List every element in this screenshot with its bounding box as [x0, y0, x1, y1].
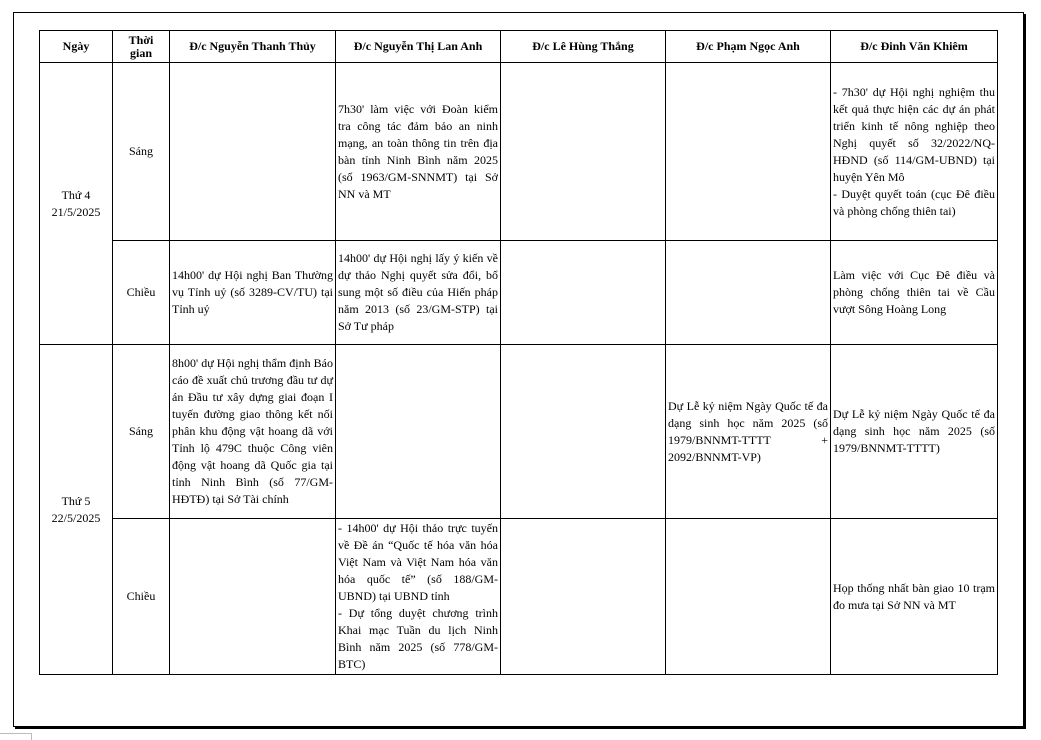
- session-label: Chiều: [113, 241, 170, 345]
- header-nguyen-thi-lan-anh: Đ/c Nguyễn Thị Lan Anh: [336, 31, 501, 63]
- cell-le-hung-thang: [501, 519, 666, 675]
- cell-nguyen-thi-lan-anh: 14h00' dự Hội nghị lấy ý kiến về dự thảo Nghị quyết sửa đổi, bổ sung một số điều của Hiến pháp năm 2013 (số 23/GM-STP) tại Sở Tư pháp: [336, 241, 501, 345]
- cell-nguyen-thanh-thuy: 14h00' dự Hội nghị Ban Thường vụ Tỉnh uỷ (số 3289-CV/TU) tại Tỉnh uỷ: [170, 241, 336, 345]
- schedule-entry: - 14h00' dự Hội thảo trực tuyến về Đề án “Quốc tế hóa văn hóa Việt Nam và Việt Nam hóa văn hóa quốc tế” (số 188/GM-UBND) tại UBND tỉnh: [338, 521, 498, 603]
- cell-dinh-van-khiem: [831, 63, 998, 241]
- date: 21/5/2025: [51, 204, 101, 219]
- schedule-entry: Làm việc với Cục Đê điều và phòng chống thiên tai về Cầu vượt Sông Hoàng Long: [833, 268, 995, 316]
- table-row: [40, 519, 998, 675]
- header-date: Ngày: [40, 31, 113, 63]
- header-time: [113, 31, 170, 63]
- header-le-hung-thang: Đ/c Lê Hùng Thắng: [501, 31, 666, 63]
- cell-dinh-van-khiem: [831, 241, 998, 345]
- table-row: [40, 63, 998, 241]
- header-dinh-van-khiem: Đ/c Đinh Văn Khiêm: [831, 31, 998, 63]
- cell-nguyen-thanh-thuy: 8h00' dự Hội nghị thẩm định Báo cáo đề xuất chủ trương đầu tư dự án Đầu tư xây dựng giai đoạn I tuyến đường giao thông kết nối phân khu động vật hoang dã với Tỉnh lộ 479C thuộc Công viên động vật hoang dã Quốc gia tại tỉnh Ninh Bình (số 77/GM-HĐTĐ) tại Sở Tài chính: [170, 345, 336, 519]
- cell-pham-ngoc-anh: [666, 519, 831, 675]
- cell-pham-ngoc-anh: Dự Lễ kỷ niệm Ngày Quốc tế đa dạng sinh học năm 2025 (số 1979/BNNMT-TTTT + 2092/BNNMT-VP): [666, 345, 831, 519]
- header-nguyen-thanh-thuy: Đ/c Nguyễn Thanh Thủy: [170, 31, 336, 63]
- schedule-entry: - 7h30' dự Hội nghị nghiệm thu kết quả thực hiện các dự án phát triển kinh tế nông nghiệp theo Nghị quyết số 32/2022/NQ-HĐND (số 114/GM-UBND) tại huyện Yên Mô: [833, 84, 995, 184]
- date-cell: [40, 345, 113, 675]
- cell-nguyen-thi-lan-anh: [336, 345, 501, 519]
- session-label: Sáng: [113, 345, 170, 519]
- cell-pham-ngoc-anh: [666, 241, 831, 345]
- header-row: [40, 31, 998, 63]
- date-cell: [40, 63, 113, 345]
- schedule-entry: - Dự tổng duyệt chương trình Khai mạc Tuần du lịch Ninh Bình năm 2025 (số 778/GM-BTC): [338, 606, 498, 671]
- cell-clip: [338, 520, 498, 673]
- cell-nguyen-thanh-thuy: [170, 519, 336, 675]
- cell-pham-ngoc-anh: [666, 63, 831, 241]
- cell-le-hung-thang: [501, 63, 666, 241]
- cell-nguyen-thi-lan-anh: 7h30' làm việc với Đoàn kiểm tra công tác đảm bảo an ninh mạng, an toàn thông tin trên địa bàn tỉnh Ninh Bình năm 2025 (số 1963/GM-SNNMT) tại Sở NN và MT: [336, 63, 501, 241]
- schedule-entry: Dự Lễ kỷ niệm Ngày Quốc tế đa dạng sinh học năm 2025 (số 1979/BNNMT-TTTT): [833, 407, 995, 455]
- table-row: [40, 241, 998, 345]
- schedule-entry: - Duyệt quyết toán (cục Đê điều và phòng chống thiên tai): [833, 186, 995, 218]
- work-schedule-table: [39, 30, 998, 675]
- cell-le-hung-thang: [501, 345, 666, 519]
- schedule-entry: Họp thống nhất bàn giao 10 trạm đo mưa tại Sở NN và MT: [833, 580, 995, 612]
- header-pham-ngoc-anh: Đ/c Phạm Ngọc Anh: [666, 31, 831, 63]
- header-time-text: Thời gian: [128, 32, 154, 60]
- cell-nguyen-thi-lan-anh: [336, 519, 501, 675]
- session-label: Chiều: [113, 519, 170, 675]
- table-row: [40, 345, 998, 519]
- session-label: Sáng: [113, 63, 170, 241]
- cell-dinh-van-khiem: [831, 519, 998, 675]
- weekday: Thứ 5: [61, 493, 91, 508]
- cell-le-hung-thang: [501, 241, 666, 345]
- cell-nguyen-thanh-thuy: [170, 63, 336, 241]
- date: 22/5/2025: [51, 510, 101, 525]
- cell-dinh-van-khiem: [831, 345, 998, 519]
- weekday: Thứ 4: [61, 187, 91, 202]
